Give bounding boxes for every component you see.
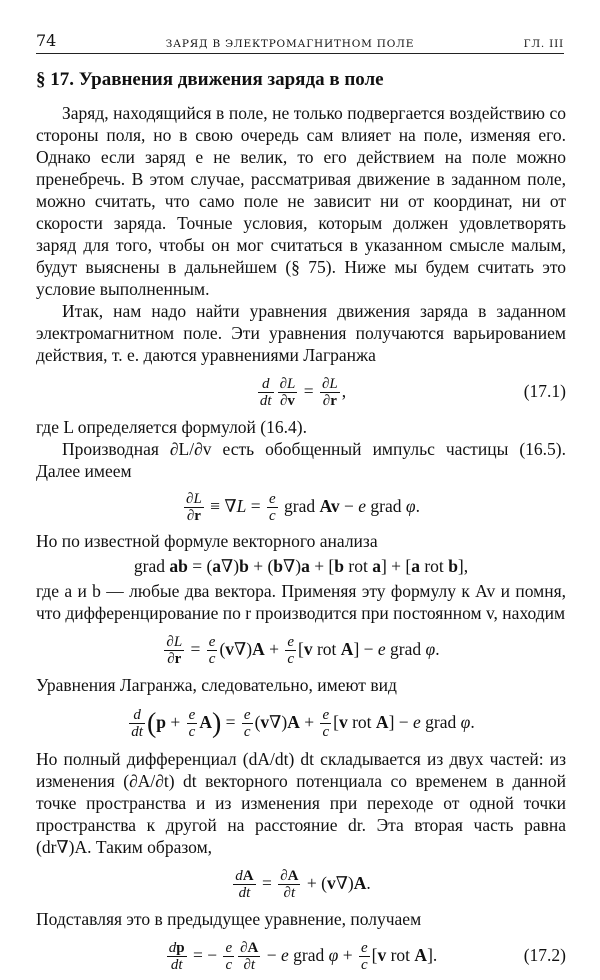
equation-vector-identity: grad ab = (a∇)b + (b∇)a + [b rot a] + [a rot b], <box>133 556 469 576</box>
page-number: 74 <box>36 31 57 50</box>
paragraph-8: Но полный дифференциал (dA/dt) dt складывается из двух частей: из изменения (∂A/∂t) dt векторного потенциала со временем в данной точке пространства и из изменения при переходе от одной точки пространства к другой на расстояние dr. Эта вторая часть равна (dr∇)A. Таким образом, <box>36 749 566 857</box>
equation-number-17-2: (17.2) <box>523 945 566 965</box>
paragraph-1: Заряд, находящийся в поле, не только подвергается воздействию со стороны поля, но в свою очередь сам влияет на поле, изменяя его. Однако если заряд e не велик, то его действием на поле можно пренебречь. В этом случае, рассматривая движение в заданном поле, можно считать, что само поле не зависит ни от координат, ни от скорости заряда. Точные условия, которым должен удовлетворять заряд для того, чтобы он мог считаться в указанном смысле малым, будут выяснены в дальнейшем (§ 75). Ниже мы будем считать это условие выполненным. <box>36 103 566 299</box>
paragraph-2: Итак, нам надо найти уравнения движения заряда в заданном электромагнитном поле. Эти уравнения получаются варьированием действия, т. е. даются уравнениями Лагранжа <box>36 301 566 365</box>
equation-dL-dr: $\frac{\partial L}{\partial r}$ = $\frac{e}{c}$ (v∇)A + $\frac{e}{c}$ [v rot A] − e grad φ. <box>166 634 440 668</box>
running-header <box>36 28 564 54</box>
running-title: ЗАРЯД В ЭЛЕКТРОМАГНИТНОМ ПОЛЕ <box>165 38 415 50</box>
equation-total-derivative: $\frac{dA}{dt}$ = $\frac{\partial A}{\partial t}$ + (v∇)A. <box>235 868 371 902</box>
equation-17-2: $\frac{dp}{dt}$ = − $\frac{e}{c}$ $\frac{\partial A}{\partial t}$ − e grad φ + $\frac{e}{c}$ [v rot A]. (17.2) <box>36 932 566 978</box>
paragraph-7: Уравнения Лагранжа, следовательно, имеют вид <box>36 675 397 695</box>
equation-17-1: $\frac{d}{dt}$ $\frac{\partial L}{\partial v}$ = $\frac{\partial L}{\partial r}$ , (17.1) <box>36 368 566 414</box>
section-title: § 17. Уравнения движения заряда в поле <box>36 69 384 90</box>
paragraph-9: Подставляя это в предыдущее уравнение, получаем <box>36 909 422 929</box>
equation-grad-L: $\frac{\partial L}{\partial r}$ ≡ ∇L = $\frac{e}{c}$ grad Av − e grad φ. <box>186 491 420 525</box>
equation-number-17-1: (17.1) <box>523 381 566 401</box>
paragraph-4: Производная ∂L/∂v есть обобщенный импульс частицы (16.5). Далее имеем <box>36 439 566 481</box>
paragraph-5: Но по известной формуле векторного анализа <box>36 531 378 551</box>
equation-lagrange-explicit: $\frac{d}{dt}$ (p + $\frac{e}{c}$ A) = $\frac{e}{c}$ (v∇)A + $\frac{e}{c}$ [v rot A] − e grad φ. <box>131 707 475 741</box>
paragraph-3: где L определяется формулой (16.4). <box>36 417 307 437</box>
page-content <box>36 68 566 980</box>
paragraph-6: где a и b — любые два вектора. Применяя эту формулу к Av и помня, что дифференцирование по r производится при постоянном v, находим <box>36 581 566 623</box>
chapter-label: ГЛ. III <box>523 38 564 50</box>
